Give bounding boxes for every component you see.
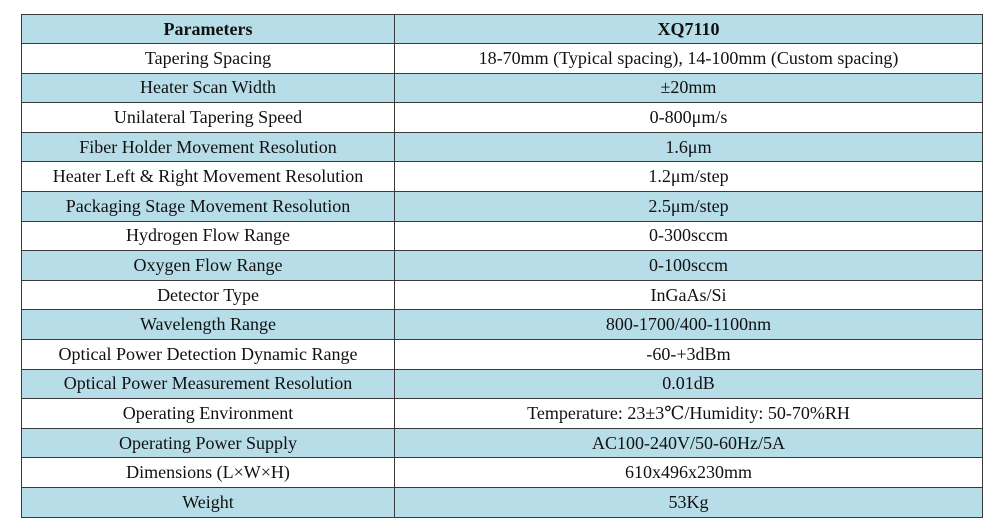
header-model: XQ7110 — [395, 15, 983, 44]
parameter-name-cell: Heater Left & Right Movement Resolution — [22, 162, 395, 192]
parameter-value-cell: 2.5μm/step — [395, 191, 983, 221]
table-row — [22, 132, 983, 162]
parameter-name-cell: Heater Scan Width — [22, 73, 395, 103]
parameter-name-cell: Oxygen Flow Range — [22, 251, 395, 281]
parameter-value-cell: InGaAs/Si — [395, 280, 983, 310]
parameter-value-cell: 0-100sccm — [395, 251, 983, 281]
parameter-name-cell: Dimensions (L×W×H) — [22, 458, 395, 488]
table-row — [22, 251, 983, 281]
parameter-value-cell: -60-+3dBm — [395, 339, 983, 369]
table-row — [22, 399, 983, 429]
parameter-value-cell: 1.6μm — [395, 132, 983, 162]
table-row — [22, 103, 983, 133]
parameter-value-cell: 53Kg — [395, 487, 983, 517]
parameter-name-cell: Optical Power Measurement Resolution — [22, 369, 395, 399]
parameter-value-cell: ±20mm — [395, 73, 983, 103]
spec-table — [21, 14, 983, 518]
table-body — [22, 44, 983, 518]
parameter-value-cell: Temperature: 23±3℃/Humidity: 50-70%RH — [395, 399, 983, 429]
parameter-name-cell: Optical Power Detection Dynamic Range — [22, 339, 395, 369]
parameter-name-cell: Wavelength Range — [22, 310, 395, 340]
table-row — [22, 73, 983, 103]
parameter-value-cell: AC100-240V/50-60Hz/5A — [395, 428, 983, 458]
table-row — [22, 310, 983, 340]
parameter-name-cell: Fiber Holder Movement Resolution — [22, 132, 395, 162]
parameter-value-cell: 18-70mm (Typical spacing), 14-100mm (Custom spacing) — [395, 44, 983, 74]
table-header-row — [22, 15, 983, 44]
parameter-name-cell: Hydrogen Flow Range — [22, 221, 395, 251]
table-row — [22, 280, 983, 310]
header-parameters: Parameters — [22, 15, 395, 44]
parameter-name-cell: Packaging Stage Movement Resolution — [22, 191, 395, 221]
table-row — [22, 339, 983, 369]
parameter-value-cell: 0-300sccm — [395, 221, 983, 251]
parameter-value-cell: 610x496x230mm — [395, 458, 983, 488]
parameter-value-cell: 800-1700/400-1100nm — [395, 310, 983, 340]
parameter-value-cell: 0-800μm/s — [395, 103, 983, 133]
parameter-name-cell: Detector Type — [22, 280, 395, 310]
parameter-value-cell: 0.01dB — [395, 369, 983, 399]
table-row — [22, 221, 983, 251]
table-row — [22, 162, 983, 192]
table-row — [22, 44, 983, 74]
parameter-name-cell: Unilateral Tapering Speed — [22, 103, 395, 133]
table-row — [22, 487, 983, 517]
parameter-name-cell: Operating Power Supply — [22, 428, 395, 458]
table-row — [22, 458, 983, 488]
table-row — [22, 428, 983, 458]
parameter-name-cell: Operating Environment — [22, 399, 395, 429]
parameter-name-cell: Tapering Spacing — [22, 44, 395, 74]
parameter-value-cell: 1.2μm/step — [395, 162, 983, 192]
parameter-name-cell: Weight — [22, 487, 395, 517]
table-row — [22, 191, 983, 221]
table-row — [22, 369, 983, 399]
